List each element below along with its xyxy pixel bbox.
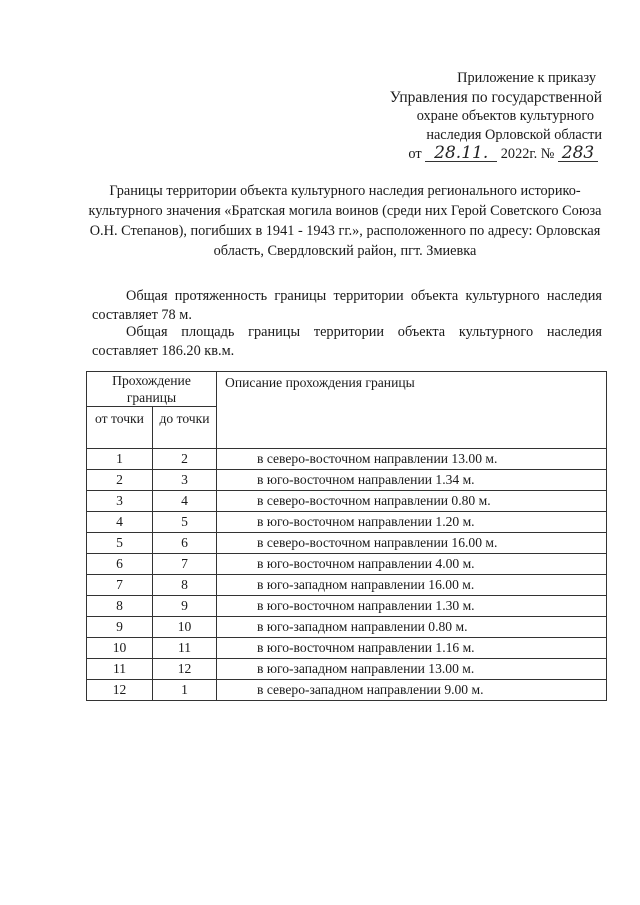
direction-description-cell: в юго-восточном направлении 1.20 м. — [217, 512, 607, 533]
table-row — [87, 449, 607, 470]
point-from-cell: 2 — [87, 470, 153, 491]
point-from-cell: 9 — [87, 617, 153, 638]
point-to-cell: 6 — [153, 533, 217, 554]
point-to-cell: 12 — [153, 659, 217, 680]
document-title: Границы территории объекта культурного наследия регионального историко-культурного значения «Братская могила воинов (среди них Герой Советского Союза О.Н. Степанов), погибших в 1941 - 1943 гг.», расположенного по адресу: Орловская область, Свердловский район, пгт. Змиевка — [88, 183, 602, 259]
appendix-header — [390, 69, 602, 164]
point-from-cell: 1 — [87, 449, 153, 470]
direction-description-cell: в северо-восточном направлении 13.00 м. — [217, 449, 607, 470]
table-row — [87, 533, 607, 554]
direction-description-cell: в северо-восточном направлении 0.80 м. — [217, 491, 607, 512]
point-to-cell: 3 — [153, 470, 217, 491]
point-to-cell: 7 — [153, 554, 217, 575]
table-header-from: от точки — [87, 407, 153, 449]
direction-description-cell: в северо-западном направлении 9.00 м. — [217, 680, 607, 701]
point-from-cell: 3 — [87, 491, 153, 512]
year-text: 2022г. № — [500, 146, 555, 162]
table-row — [87, 680, 607, 701]
handwritten-order-number: 283 — [558, 146, 598, 162]
point-from-cell: 10 — [87, 638, 153, 659]
table-body — [87, 449, 607, 701]
point-to-cell: 11 — [153, 638, 217, 659]
direction-description-cell: в юго-восточном направлении 1.16 м. — [217, 638, 607, 659]
handwritten-date: 28.11. — [425, 146, 497, 162]
direction-description-cell: в юго-западном направлении 16.00 м. — [217, 575, 607, 596]
point-from-cell: 4 — [87, 512, 153, 533]
point-to-cell: 8 — [153, 575, 217, 596]
point-from-cell: 6 — [87, 554, 153, 575]
table-row — [87, 491, 607, 512]
table-header-group: Прохождение границы — [87, 372, 217, 407]
order-date-line — [390, 145, 598, 164]
table-header-description: Описание прохождения границы — [217, 372, 607, 449]
point-to-cell: 9 — [153, 596, 217, 617]
point-to-cell: 1 — [153, 680, 217, 701]
paragraph-area: Общая площадь границы территории объекта культурного наследия составляет 186.20 кв.м. — [92, 324, 602, 359]
boundary-table — [86, 371, 607, 701]
date-prefix: от — [408, 146, 422, 162]
point-from-cell: 12 — [87, 680, 153, 701]
direction-description-cell: в юго-восточном направлении 4.00 м. — [217, 554, 607, 575]
point-from-cell: 7 — [87, 575, 153, 596]
direction-description-cell: в северо-восточном направлении 16.00 м. — [217, 533, 607, 554]
point-from-cell: 8 — [87, 596, 153, 617]
table-row — [87, 512, 607, 533]
paragraph-length: Общая протяженность границы территории объекта культурного наследия составляет 78 м. — [92, 288, 602, 323]
direction-description-cell: в юго-восточном направлении 1.30 м. — [217, 596, 607, 617]
direction-description-cell: в юго-западном направлении 13.00 м. — [217, 659, 607, 680]
table-row — [87, 596, 607, 617]
point-to-cell: 2 — [153, 449, 217, 470]
point-to-cell: 5 — [153, 512, 217, 533]
point-to-cell: 10 — [153, 617, 217, 638]
direction-description-cell: в юго-западном направлении 0.80 м. — [217, 617, 607, 638]
table-row — [87, 659, 607, 680]
appendix-line: Управления по государственной — [389, 89, 602, 106]
direction-description-cell: в юго-восточном направлении 1.34 м. — [217, 470, 607, 491]
appendix-line: Приложение к приказу — [457, 70, 596, 86]
table-row — [87, 638, 607, 659]
appendix-line: охране объектов культурного — [416, 108, 594, 124]
point-to-cell: 4 — [153, 491, 217, 512]
appendix-line: наследия Орловской области — [426, 127, 602, 143]
table-row — [87, 554, 607, 575]
table-row — [87, 575, 607, 596]
point-from-cell: 5 — [87, 533, 153, 554]
table-header-to: до точки — [153, 407, 217, 449]
table-row — [87, 617, 607, 638]
point-from-cell: 11 — [87, 659, 153, 680]
table-row — [87, 470, 607, 491]
